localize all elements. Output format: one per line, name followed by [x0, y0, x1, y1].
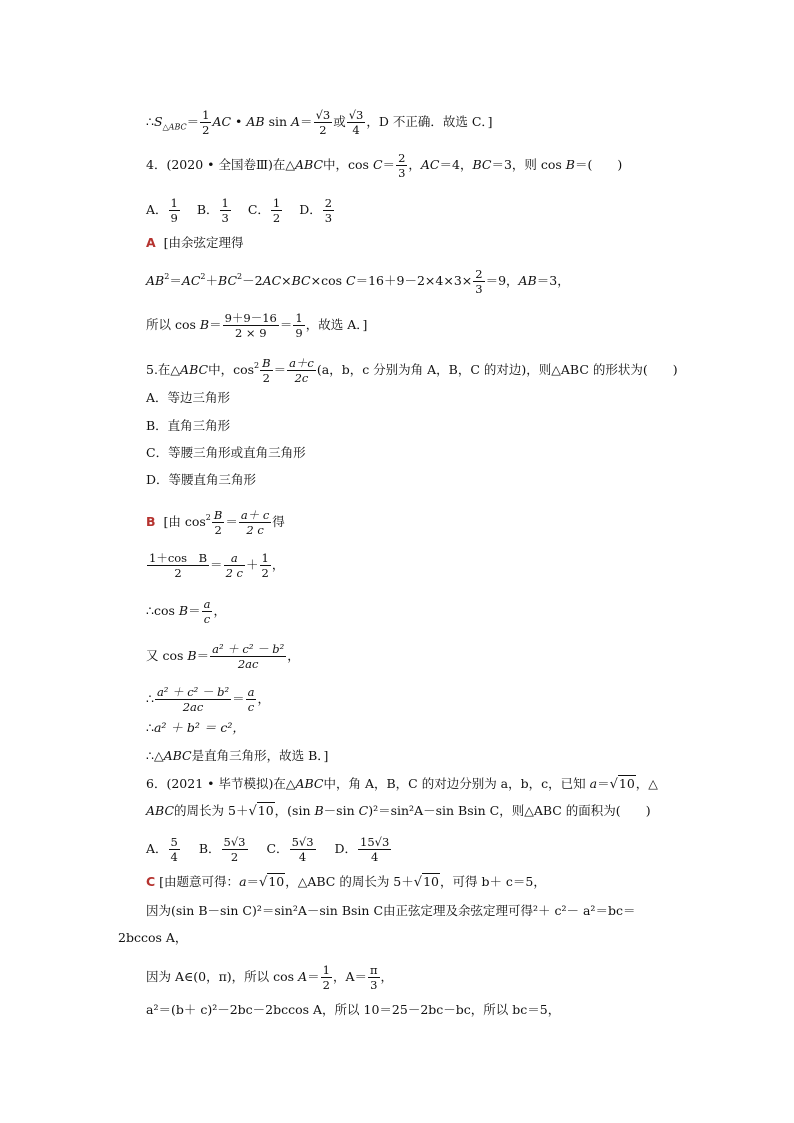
angle: A	[298, 969, 308, 984]
text: [由余弦定理得	[163, 235, 244, 250]
num: a＋ c	[240, 508, 270, 522]
side: BC	[291, 273, 311, 288]
equals: ＝	[300, 114, 313, 129]
den: 2	[261, 566, 269, 580]
den: 4	[352, 123, 360, 137]
text: ＝3，则 cos	[491, 157, 562, 172]
question-4-stem	[146, 151, 622, 180]
equals: ＝	[232, 691, 245, 706]
option-a: A．	[146, 841, 168, 856]
equals: ＝	[209, 317, 222, 332]
den: 3	[475, 282, 483, 296]
question-5-option-d: D．等腰直角三角形	[146, 472, 257, 487]
den: c	[247, 700, 255, 714]
equals: ＝	[225, 514, 238, 529]
sup: 2	[164, 272, 170, 281]
angle: C	[358, 803, 369, 818]
answer-letter: B	[146, 514, 156, 529]
text: 是直角三角形，故选 B．]	[191, 748, 329, 763]
question-4-answer	[146, 235, 244, 251]
question-5-option-b: B．直角三角形	[146, 418, 231, 433]
text: ∴	[146, 720, 154, 735]
question-6-stem-2	[146, 803, 651, 820]
num: √3	[315, 108, 331, 122]
sup: 2	[254, 361, 260, 370]
angle-c: C	[372, 157, 383, 172]
text: －2	[242, 273, 263, 288]
num: 2	[398, 151, 406, 165]
text: ，	[408, 157, 421, 172]
den: 2	[262, 371, 270, 385]
equals: ＝	[188, 603, 201, 618]
fraction	[155, 685, 231, 714]
question-5-step-1	[146, 551, 284, 580]
radicand: 10	[618, 776, 635, 791]
fraction	[287, 356, 316, 385]
den: 2 c	[246, 523, 264, 537]
num: 15√3	[360, 835, 390, 849]
radical: √	[248, 804, 257, 819]
fraction	[260, 356, 272, 385]
den: 2	[322, 978, 330, 992]
text: －sin	[323, 803, 355, 818]
question-5-answer	[146, 508, 285, 537]
text: ×cos	[310, 273, 343, 288]
text: )²＝sin²A－sin Bsin C，则△ABC 的面积为( )	[368, 803, 651, 818]
side: AB	[146, 273, 165, 288]
option-a: A．	[146, 202, 168, 217]
den: 4	[371, 850, 379, 864]
answer-letter: C	[146, 874, 156, 889]
den: 2	[319, 123, 327, 137]
text: ，	[287, 648, 300, 663]
triangle-name: ABC	[295, 157, 324, 172]
text: ∴	[146, 691, 154, 706]
fraction	[224, 551, 245, 580]
radicand: 10	[257, 803, 274, 818]
num: 1	[295, 311, 303, 325]
therefore-symbol: ∴	[146, 114, 154, 129]
num: a² ＋ c² － b²	[156, 685, 230, 699]
text: 中，cos	[208, 362, 255, 377]
sup: 2	[205, 513, 211, 522]
den: 2ac	[182, 700, 204, 714]
num: 1	[221, 196, 229, 210]
num: a	[203, 597, 211, 611]
fraction	[147, 551, 209, 580]
den: 2	[174, 566, 182, 580]
triangle-name: ABC	[295, 776, 324, 791]
equals: ＝	[196, 648, 210, 663]
sup: 2	[237, 272, 243, 281]
den: 3	[221, 211, 229, 225]
den: 3	[370, 978, 378, 992]
num: B	[262, 356, 271, 370]
fraction	[358, 835, 391, 864]
text: ，可得 b＋ c＝5，	[439, 874, 546, 889]
text: ，△	[635, 776, 658, 791]
num: a＋c	[289, 356, 314, 370]
question-5-conclusion	[146, 748, 328, 764]
question-6-step-3: a²＝(b＋ c)²－2bc－2bccos A，所以 10＝25－2bc－bc，所以 bc＝5，	[146, 1002, 561, 1017]
num: 1	[202, 108, 210, 122]
text: 又 cos	[146, 648, 184, 663]
angle-a: A	[291, 114, 301, 129]
text: ＝( )	[574, 157, 623, 172]
equals: ＝	[307, 969, 320, 984]
side: AC	[181, 273, 201, 288]
text: ∴△	[146, 748, 164, 763]
text: 中，cos	[323, 157, 369, 172]
angle: B	[199, 317, 210, 332]
fraction	[290, 835, 316, 864]
text: 因为 A∈(0，π)，所以 cos	[146, 969, 295, 984]
text: a² ＋ b² ＝ c²，	[153, 720, 245, 735]
num: 9＋9－16	[224, 311, 277, 325]
answer-letter: A	[146, 235, 156, 250]
fraction	[260, 551, 271, 580]
den: 2	[214, 523, 222, 537]
question-4-options	[146, 196, 335, 225]
side: a	[239, 874, 247, 889]
question-6-step-1-continued: 2bccos A，	[118, 930, 188, 945]
num: 1	[272, 196, 281, 210]
text: [由 cos	[163, 514, 206, 529]
equals: ＝	[273, 362, 287, 377]
option-d: D．	[334, 841, 358, 856]
radicand: 10	[268, 874, 285, 889]
num: √3	[348, 108, 364, 122]
equals: ＝	[382, 157, 396, 172]
radical: √	[413, 875, 423, 890]
angle: C	[346, 273, 356, 288]
question-4-cosine-law	[146, 267, 570, 296]
text: ，	[271, 557, 285, 572]
equals: ＝	[597, 776, 610, 791]
num: 1	[261, 551, 269, 565]
num: a	[247, 685, 255, 699]
option-b: B．	[198, 841, 221, 856]
equals: ＝	[169, 273, 182, 288]
angle-b: B	[565, 157, 575, 172]
question-5-option-a: A．等边三角形	[146, 390, 231, 405]
text: ，故选 A．]	[305, 317, 368, 332]
text: ，	[257, 691, 270, 706]
text: ＝16＋9－2×4×3×	[355, 273, 473, 288]
equals: ＝	[186, 114, 200, 129]
text: ，△ABC 的周长为 5＋	[285, 874, 414, 889]
angle: B	[187, 648, 197, 663]
num: 1	[170, 196, 178, 210]
num: 5√3	[291, 835, 314, 849]
radical: √	[609, 777, 618, 792]
or-word: 或	[333, 114, 346, 129]
fraction	[223, 311, 279, 340]
fraction	[202, 597, 213, 626]
question-5-step-4	[146, 685, 270, 714]
den: 2c	[294, 371, 309, 385]
fraction	[220, 196, 231, 225]
question-number: 5.在△	[146, 362, 181, 377]
fraction	[323, 196, 334, 225]
fraction	[473, 267, 484, 296]
option-c: C．	[266, 841, 289, 856]
text: 所以 cos	[146, 317, 196, 332]
fraction	[210, 642, 286, 671]
num: 5	[170, 835, 178, 849]
question-6-stem-1	[146, 776, 658, 793]
equals: ＝	[246, 874, 260, 889]
den: 2 c	[225, 566, 243, 580]
num: 1＋cos B	[149, 551, 208, 565]
side: BC	[218, 273, 238, 288]
radicand: 10	[423, 874, 439, 889]
text: ，	[213, 603, 226, 618]
sup: 2	[200, 272, 206, 281]
angle: B	[178, 603, 189, 618]
den: 3	[324, 211, 333, 225]
text: ＝4，	[439, 157, 473, 172]
product-term: AC • AB	[212, 114, 265, 129]
text: ＝9，	[485, 273, 519, 288]
fraction	[271, 196, 282, 225]
num: a	[224, 551, 245, 566]
den: 4	[170, 850, 178, 864]
radical: √	[259, 875, 268, 890]
question-5-step-5	[146, 720, 245, 736]
angle: B	[314, 803, 324, 818]
question-6-step-2	[146, 963, 393, 992]
text: ∴cos	[146, 603, 175, 618]
question-6-step-1: 因为(sin B－sin C)²＝sin²A－sin Bsin C由正弦定理及余弦定理可得²＋ c²－ a²＝bc＝	[146, 903, 636, 918]
den: 2	[202, 123, 210, 137]
fraction-root3-over-2	[314, 108, 333, 137]
fraction	[212, 508, 224, 537]
fraction	[396, 151, 407, 180]
side-ac: AC	[420, 157, 440, 172]
den: 9	[295, 326, 303, 340]
num: a² ＋ c² － b²	[212, 642, 285, 656]
triangle-name: ABC	[163, 748, 192, 763]
plus: ＋	[205, 273, 219, 288]
equals: ＝	[279, 317, 293, 332]
question-number: 6．(2021 • 毕节模拟)在△	[146, 776, 296, 791]
side-bc: BC	[472, 157, 492, 172]
num: π	[369, 963, 378, 977]
question-5-step-2	[146, 597, 226, 626]
den: 2	[272, 211, 281, 225]
triangle-name: ABC	[146, 803, 175, 818]
question-6-answer	[146, 874, 546, 891]
question-5-step-3	[146, 642, 300, 671]
sin-word: sin	[268, 114, 288, 129]
line-conclusion-area	[146, 108, 493, 137]
equals: ＝	[210, 557, 223, 572]
num: 1	[322, 963, 330, 977]
text: 中，角 A，B，C 的对边分别为 a，b，c，已知	[323, 776, 586, 791]
question-5-option-c: C．等腰三角形或直角三角形	[146, 445, 306, 460]
text: 的周长为 5＋	[174, 803, 249, 818]
question-4-cosb	[146, 311, 367, 340]
text: ，A＝	[332, 969, 367, 984]
text: 得	[272, 514, 285, 529]
question-6-options	[146, 835, 392, 864]
fraction-half	[200, 108, 211, 137]
plus: ＋	[245, 557, 259, 572]
fraction	[239, 508, 271, 537]
num: 5√3	[223, 835, 246, 849]
area-symbol: S	[153, 114, 163, 129]
text: [由题意可得：	[159, 874, 240, 889]
option-c: C．	[247, 202, 270, 217]
conclusion-text: ，D 不正确．故选 C．]	[366, 114, 493, 129]
den: 3	[398, 166, 406, 180]
question-5-stem	[146, 356, 678, 385]
triangle-name: ABC	[180, 362, 209, 377]
num: 2	[475, 267, 483, 281]
den: 2 × 9	[234, 326, 267, 340]
side: AC	[262, 273, 282, 288]
side: AB	[518, 273, 537, 288]
option-d: D．	[299, 202, 322, 217]
side: a	[589, 776, 598, 791]
option-b: B．	[196, 202, 219, 217]
den: c	[203, 612, 211, 626]
fraction	[293, 311, 304, 340]
fraction	[246, 685, 257, 714]
times: ×	[281, 273, 292, 288]
fraction	[368, 963, 380, 992]
text: (a，b，c 分别为角 A，B，C 的对边)，则△ABC 的形状为( )	[316, 362, 678, 377]
fraction	[169, 835, 180, 864]
fraction-root3-over-4	[347, 108, 366, 137]
fraction	[169, 196, 180, 225]
question-number: 4．(2020 • 全国卷Ⅲ)在△	[146, 157, 296, 172]
den: 2ac	[237, 657, 259, 671]
fraction	[321, 963, 332, 992]
num: B	[213, 508, 223, 522]
area-subscript: △ABC	[162, 122, 187, 132]
num: 2	[324, 196, 333, 210]
fraction	[222, 835, 248, 864]
text: ＝3，	[536, 273, 570, 288]
den: 4	[298, 850, 307, 864]
den: 2	[230, 850, 239, 864]
text: ，	[380, 969, 394, 984]
den: 9	[170, 211, 178, 225]
text: ，(sin	[274, 803, 311, 818]
